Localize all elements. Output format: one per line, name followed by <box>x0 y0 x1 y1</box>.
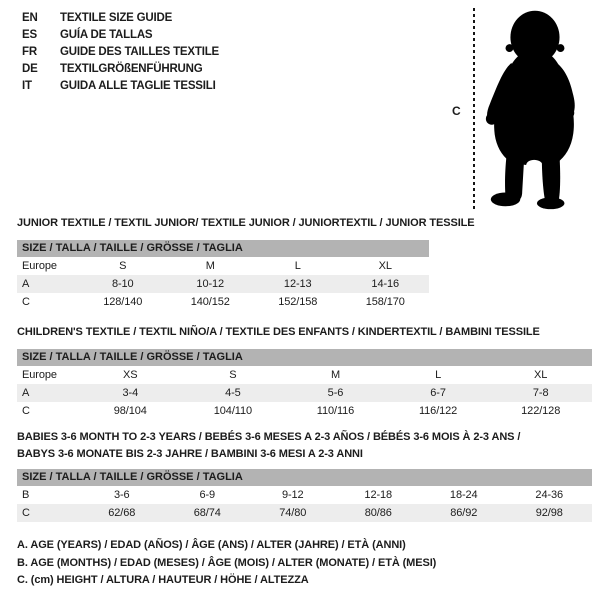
language-code: EN <box>22 12 38 24</box>
size-table <box>17 257 429 311</box>
row-label: A <box>22 278 30 290</box>
table-wrap <box>17 469 592 522</box>
table-title-line: BABYS 3-6 MONATE BIS 2-3 JAHRE / BAMBINI 3-6 MESI A 2-3 ANNI <box>17 448 363 460</box>
table-wrap <box>17 349 592 420</box>
size-cell: 9-12 <box>281 489 304 501</box>
size-cell: 80/86 <box>364 507 392 519</box>
size-cell: 6-9 <box>199 489 216 501</box>
size-cell: M <box>205 260 215 272</box>
size-cell: 158/170 <box>365 296 405 308</box>
language-row <box>22 61 219 78</box>
size-cell: 140/152 <box>190 296 230 308</box>
legend-line: C. (cm) HEIGHT / ALTURA / HAUTEUR / HÖHE / ALTEZZA <box>17 574 309 586</box>
size-cell: 128/140 <box>103 296 143 308</box>
language-code: DE <box>22 63 38 75</box>
table-title <box>17 216 592 230</box>
table-body <box>17 257 429 311</box>
size-cell: S <box>229 369 237 381</box>
language-row <box>22 10 219 27</box>
table-row <box>17 257 429 275</box>
size-cell: 4-5 <box>225 387 241 399</box>
size-table <box>17 486 592 522</box>
table-row <box>17 384 592 402</box>
size-cell: 7-8 <box>532 387 549 399</box>
size-cell: 110/116 <box>316 405 355 417</box>
legend-line: A. AGE (YEARS) / EDAD (AÑOS) / ÂGE (ANS) / ALTER (JAHRE) / ETÀ (ANNI) <box>17 539 406 551</box>
size-cell: L <box>435 369 442 381</box>
language-code: FR <box>22 46 37 58</box>
table-row <box>17 293 429 311</box>
size-cell: XL <box>534 369 548 381</box>
height-measure-line <box>473 8 475 211</box>
size-cell: S <box>119 260 127 272</box>
size-cell: 6-7 <box>430 387 446 399</box>
language-label: TEXTILE SIZE GUIDE <box>60 12 173 24</box>
row-label: Europe <box>22 260 57 272</box>
size-cell: 122/128 <box>521 405 561 417</box>
table-body <box>17 366 592 420</box>
row-label: A <box>22 387 30 399</box>
language-label: GUÍA DE TALLAS <box>60 29 153 41</box>
size-cell: 116/122 <box>418 405 458 417</box>
size-cell: L <box>294 260 301 272</box>
row-label: C <box>22 507 30 519</box>
size-cell: 62/68 <box>108 507 136 519</box>
size-cell: 10-12 <box>196 278 225 290</box>
language-row <box>22 78 219 95</box>
table-row <box>17 504 592 522</box>
size-tables <box>17 216 592 536</box>
language-label: GUIDE DES TAILLES TEXTILE <box>60 46 219 58</box>
size-cell: 92/98 <box>535 507 563 519</box>
size-cell: 152/158 <box>278 296 318 308</box>
size-cell: 5-6 <box>327 387 344 399</box>
table-row <box>17 402 592 420</box>
table-title <box>17 325 592 339</box>
size-cell: 3-4 <box>122 387 139 399</box>
size-cell: 3-6 <box>113 489 130 501</box>
size-cell: 14-16 <box>371 278 400 290</box>
baby-silhouette-icon <box>479 8 589 210</box>
size-header-bar: SIZE / TALLA / TAILLE / GRÖSSE / TAGLIA <box>17 469 592 486</box>
size-cell: 12-13 <box>283 278 312 290</box>
size-cell: 12-18 <box>364 489 393 501</box>
row-label: Europe <box>22 369 57 381</box>
table-title-line: CHILDREN'S TEXTILE / TEXTIL NIÑO/A / TEXTILE DES ENFANTS / KINDERTEXTIL / BAMBINI TESSILE <box>17 326 540 338</box>
height-measure-label: C <box>452 104 461 118</box>
size-table-section <box>17 325 592 420</box>
language-header <box>22 10 219 95</box>
size-cell: XL <box>378 260 392 272</box>
size-cell: 68/74 <box>193 507 221 519</box>
table-title-line: BABIES 3-6 MONTH TO 2-3 YEARS / BEBÉS 3-6 MESES A 2-3 AÑOS / BÉBÉS 3-6 MOIS À 2-3 ANS / <box>17 431 521 443</box>
table-body <box>17 486 592 522</box>
table-row <box>17 486 592 504</box>
table-row <box>17 366 592 384</box>
size-cell: 74/80 <box>279 507 307 519</box>
row-label: B <box>22 489 30 501</box>
table-title-line: JUNIOR TEXTILE / TEXTIL JUNIOR/ TEXTILE JUNIOR / JUNIORTEXTIL / JUNIOR TESSILE <box>17 217 475 229</box>
legend <box>17 537 436 590</box>
table-row <box>17 275 429 293</box>
size-header-bar: SIZE / TALLA / TAILLE / GRÖSSE / TAGLIA <box>17 349 592 366</box>
size-cell: 18-24 <box>449 489 478 501</box>
row-label: C <box>22 405 30 417</box>
language-label: GUIDA ALLE TAGLIE TESSILI <box>60 80 216 92</box>
size-cell: 8-10 <box>111 278 134 290</box>
size-cell: 86/92 <box>450 507 478 519</box>
language-code: IT <box>22 80 32 92</box>
language-label: TEXTILGRÖßENFÜHRUNG <box>60 63 203 75</box>
size-table-section <box>17 216 592 311</box>
size-table <box>17 366 592 420</box>
table-title <box>17 429 592 463</box>
size-table-section <box>17 429 592 522</box>
table-wrap <box>17 240 429 311</box>
language-row <box>22 44 219 61</box>
size-cell: 24-36 <box>535 489 564 501</box>
size-header-bar: SIZE / TALLA / TAILLE / GRÖSSE / TAGLIA <box>17 240 429 257</box>
size-cell: XS <box>123 369 138 381</box>
row-label: C <box>22 296 30 308</box>
size-cell: M <box>330 369 341 381</box>
size-cell: 98/104 <box>113 405 147 417</box>
language-row <box>22 27 219 44</box>
language-code: ES <box>22 29 37 41</box>
legend-line: B. AGE (MONTHS) / EDAD (MESES) / ÂGE (MOIS) / ALTER (MONATE) / ETÀ (MESI) <box>17 556 437 569</box>
size-cell: 104/110 <box>213 405 253 417</box>
